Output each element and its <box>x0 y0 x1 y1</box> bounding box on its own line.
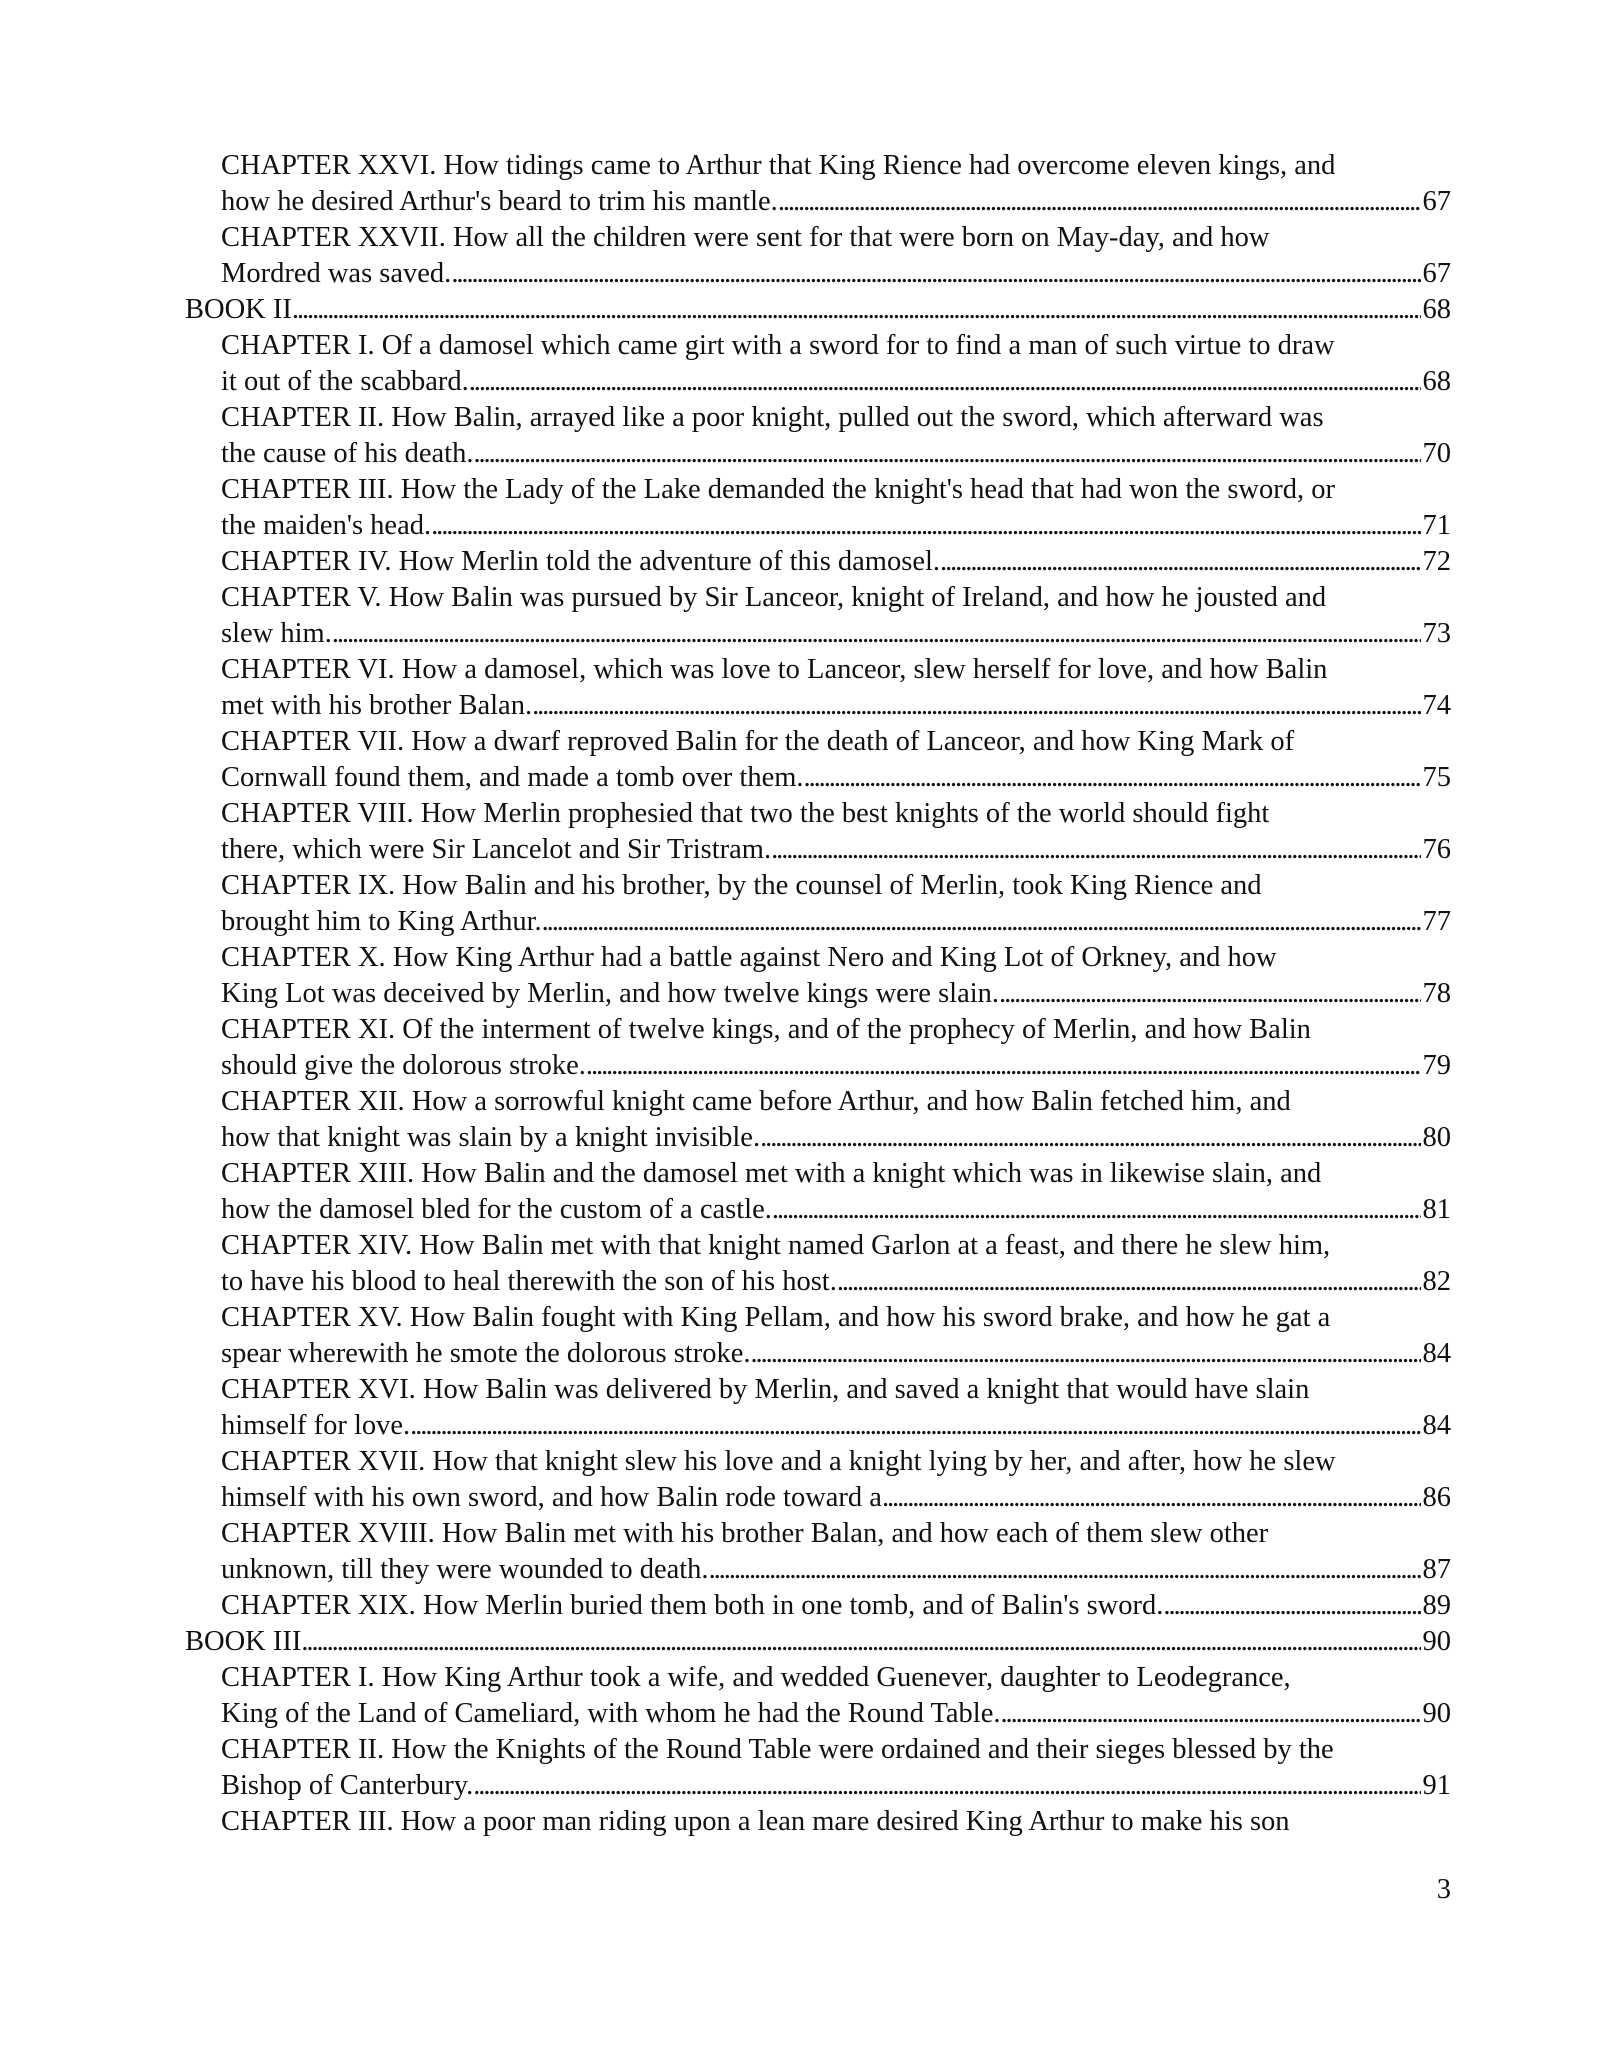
toc-entry-title-end: should give the dolorous stroke. <box>221 1050 586 1081</box>
toc-entry-title-end: how the damosel bled for the custom of a castle. <box>221 1194 772 1225</box>
dot-leader <box>469 364 1421 400</box>
toc-entry-leader-line <box>221 1264 1451 1300</box>
toc-entry-leader-line <box>221 760 1451 796</box>
toc-entry-leader-line <box>221 1120 1451 1156</box>
toc-entry-leader-line <box>221 1696 1451 1732</box>
toc-page-number: 71 <box>1422 510 1451 541</box>
toc-page-number: 90 <box>1422 1698 1451 1729</box>
toc-chapter-entry <box>185 1084 1451 1156</box>
toc-chapter-entry <box>185 1012 1451 1084</box>
toc-entry-title: CHAPTER XI. Of the interment of twelve kings, and of the prophecy of Merlin, and how Balin <box>221 1014 1311 1045</box>
toc-entry-title-end: the maiden's head. <box>221 510 432 541</box>
toc-entry-title: CHAPTER XIII. How Balin and the damosel met with a knight which was in likewise slain, and <box>221 1158 1322 1189</box>
toc-page-number: 91 <box>1422 1770 1451 1801</box>
toc-entry-leader-line <box>221 364 1451 400</box>
toc-entry-title: CHAPTER II. How Balin, arrayed like a poor knight, pulled out the sword, which afterward was <box>221 402 1324 433</box>
toc-page-number: 78 <box>1422 978 1451 1009</box>
toc-page-number: 68 <box>1422 294 1451 325</box>
toc-chapter-entry <box>185 1228 1451 1300</box>
toc-entry-title-end: the cause of his death. <box>221 438 474 469</box>
toc-page-number: 77 <box>1422 906 1451 937</box>
toc-chapter-entry <box>185 1516 1451 1588</box>
toc-page-number: 68 <box>1422 366 1451 397</box>
toc-chapter-entry <box>185 1156 1451 1228</box>
toc-entry-title-end: BOOK III <box>185 1626 302 1657</box>
toc-entry-leader-line <box>221 1768 1451 1804</box>
toc-page-number: 90 <box>1422 1626 1451 1657</box>
toc-entry-leader-line <box>221 688 1451 724</box>
toc-chapter-entry <box>185 1804 1451 1840</box>
dot-leader <box>760 1120 1420 1156</box>
toc-chapter-entry <box>185 472 1451 544</box>
toc-page-number: 84 <box>1422 1338 1451 1369</box>
toc-chapter-entry <box>185 652 1451 724</box>
dot-leader <box>999 976 1420 1012</box>
toc-page-number: 73 <box>1422 618 1451 649</box>
toc-entry-title: CHAPTER XXVII. How all the children were sent for that were born on May-day, and how <box>221 222 1270 253</box>
toc-page-number: 70 <box>1422 438 1451 469</box>
dot-leader <box>837 1264 1421 1300</box>
dot-leader <box>410 1408 1420 1444</box>
toc-entry-title-end: Cornwall found them, and made a tomb over them. <box>221 762 804 793</box>
toc-book-entry <box>185 1624 1451 1660</box>
toc-page-number: 87 <box>1422 1554 1451 1585</box>
toc-entry-leader-line <box>221 1048 1451 1084</box>
toc-page-number: 79 <box>1422 1050 1451 1081</box>
toc-entry-title-end: BOOK II <box>185 294 292 325</box>
dot-leader <box>532 688 1420 724</box>
toc-entry-title-end: Mordred was saved. <box>221 258 452 289</box>
toc-entry-title-end: King of the Land of Cameliard, with whom he had the Round Table. <box>221 1698 1001 1729</box>
toc-entry-leader-line <box>185 1624 1451 1660</box>
toc-entry-title-end: himself with his own sword, and how Balin rode toward a <box>221 1482 882 1513</box>
toc-entry-title-end: it out of the scabbard. <box>221 366 469 397</box>
toc-entry-title: CHAPTER VIII. How Merlin prophesied that two the best knights of the world should fight <box>221 798 1270 829</box>
toc-entry-title: CHAPTER X. How King Arthur had a battle against Nero and King Lot of Orkney, and how <box>221 942 1277 973</box>
dot-leader <box>804 760 1421 796</box>
toc-page-number: 86 <box>1422 1482 1451 1513</box>
toc-entry-title-end: spear wherewith he smote the dolorous stroke. <box>221 1338 751 1369</box>
dot-leader <box>751 1336 1421 1372</box>
toc-entry-title: CHAPTER III. How the Lady of the Lake demanded the knight's head that had won the sword, or <box>221 474 1335 505</box>
dot-leader <box>542 904 1421 940</box>
toc-entry-title: CHAPTER XXVI. How tidings came to Arthur that King Rience had overcome eleven kings, and <box>221 150 1336 181</box>
dot-leader <box>709 1552 1421 1588</box>
toc-entry-title-end: King Lot was deceived by Merlin, and how twelve kings were slain. <box>221 978 1000 1009</box>
toc-entry-title-end: slew him. <box>221 618 332 649</box>
toc-chapter-entry <box>185 1300 1451 1372</box>
toc-page-number: 74 <box>1422 690 1451 721</box>
dot-leader <box>292 292 1421 328</box>
dot-leader <box>1163 1588 1420 1624</box>
toc-entry-leader-line <box>221 508 1451 544</box>
toc-chapter-entry <box>185 1444 1451 1516</box>
dot-leader <box>940 544 1420 580</box>
toc-entry-leader-line <box>221 544 1451 580</box>
toc-entry-title: CHAPTER I. How King Arthur took a wife, and wedded Guenever, daughter to Leodegrance, <box>221 1662 1291 1693</box>
toc-page-number: 75 <box>1422 762 1451 793</box>
toc-entry-leader-line <box>221 1588 1451 1624</box>
toc-page-number: 81 <box>1422 1194 1451 1225</box>
toc-chapter-entry <box>185 544 1451 580</box>
toc-page-number: 67 <box>1422 186 1451 217</box>
toc-entry-leader-line <box>221 616 1451 652</box>
toc-entry-title: CHAPTER IX. How Balin and his brother, by the counsel of Merlin, took King Rience and <box>221 870 1262 901</box>
toc-chapter-entry <box>185 1732 1451 1804</box>
dot-leader <box>332 616 1421 652</box>
toc-page-number: 82 <box>1422 1266 1451 1297</box>
dot-leader <box>473 1768 1420 1804</box>
toc-chapter-entry <box>185 328 1451 400</box>
toc-entry-title: CHAPTER XVII. How that knight slew his love and a knight lying by her, and after, how he slew <box>221 1446 1336 1477</box>
toc-entry-leader-line <box>221 184 1451 220</box>
toc-entry-title: CHAPTER VI. How a damosel, which was love to Lanceor, slew herself for love, and how Balin <box>221 654 1328 685</box>
toc-chapter-entry <box>185 1372 1451 1444</box>
toc-chapter-entry <box>185 868 1451 940</box>
toc-entry-title: CHAPTER XIV. How Balin met with that knight named Garlon at a feast, and there he slew him, <box>221 1230 1331 1261</box>
toc-chapter-entry <box>185 1660 1451 1732</box>
toc-entry-leader-line <box>221 832 1451 868</box>
toc-chapter-entry <box>185 724 1451 796</box>
toc-entry-leader-line <box>221 1192 1451 1228</box>
toc-entry-title: CHAPTER XVI. How Balin was delivered by Merlin, and saved a knight that would have slain <box>221 1374 1310 1405</box>
toc-entry-leader-line <box>221 436 1451 472</box>
toc-entry-title-end: to have his blood to heal therewith the son of his host. <box>221 1266 837 1297</box>
toc-entry-title-end: how that knight was slain by a knight invisible. <box>221 1122 761 1153</box>
toc-chapter-entry <box>185 400 1451 472</box>
dot-leader <box>1000 1696 1420 1732</box>
dot-leader <box>772 1192 1421 1228</box>
toc-entry-leader-line <box>221 1552 1451 1588</box>
toc-entry-leader-line <box>221 1408 1451 1444</box>
toc-page-number: 76 <box>1422 834 1451 865</box>
toc-page-number: 84 <box>1422 1410 1451 1441</box>
toc-chapter-entry <box>185 796 1451 868</box>
toc-entry-leader-line <box>221 976 1451 1012</box>
dot-leader <box>451 256 1420 292</box>
toc-entry-leader-line <box>221 1336 1451 1372</box>
dot-leader <box>771 832 1420 868</box>
toc-entry-title-end: met with his brother Balan. <box>221 690 533 721</box>
dot-leader <box>473 436 1420 472</box>
toc-entry-title-end: there, which were Sir Lancelot and Sir Tristram. <box>221 834 772 865</box>
toc-page-number: 80 <box>1422 1122 1451 1153</box>
toc-entry-leader-line <box>221 904 1451 940</box>
toc-entry-leader-line <box>221 1480 1451 1516</box>
toc-entry-title: CHAPTER II. How the Knights of the Round Table were ordained and their sieges blessed by the <box>221 1734 1334 1765</box>
dot-leader <box>301 1624 1420 1660</box>
toc-book-entry <box>185 292 1451 328</box>
dot-leader <box>586 1048 1421 1084</box>
dot-leader <box>882 1480 1421 1516</box>
dot-leader <box>431 508 1420 544</box>
toc-entry-leader-line <box>221 256 1451 292</box>
toc-entry-title: CHAPTER XVIII. How Balin met with his brother Balan, and how each of them slew other <box>221 1518 1269 1549</box>
toc-entry-title-end: unknown, till they were wounded to death. <box>221 1554 709 1585</box>
toc-entry-title: CHAPTER III. How a poor man riding upon a lean mare desired King Arthur to make his son <box>221 1806 1290 1837</box>
toc-page-number: 72 <box>1422 546 1451 577</box>
toc-chapter-entry <box>185 148 1451 220</box>
toc-chapter-entry <box>185 940 1451 1012</box>
toc-page-number: 67 <box>1422 258 1451 289</box>
toc-entry-title-end: CHAPTER XIX. How Merlin buried them both in one tomb, and of Balin's sword. <box>221 1590 1164 1621</box>
toc-chapter-entry <box>185 1588 1451 1624</box>
toc-entry-title-end: himself for love. <box>221 1410 411 1441</box>
page-number: 3 <box>1436 1874 1451 1905</box>
toc-chapter-entry <box>185 580 1451 652</box>
toc-entry-title: CHAPTER XV. How Balin fought with King Pellam, and how his sword brake, and how he gat a <box>221 1302 1331 1333</box>
toc-entry-title: CHAPTER XII. How a sorrowful knight came before Arthur, and how Balin fetched him, and <box>221 1086 1291 1117</box>
toc-entry-leader-line <box>185 292 1451 328</box>
toc-chapter-entry <box>185 220 1451 292</box>
dot-leader <box>778 184 1421 220</box>
toc-entry-title-end: how he desired Arthur's beard to trim his mantle. <box>221 186 778 217</box>
table-of-contents <box>185 148 1451 1840</box>
toc-entry-title-end: Bishop of Canterbury. <box>221 1770 474 1801</box>
toc-entry-title-end: brought him to King Arthur. <box>221 906 542 937</box>
toc-page-number: 89 <box>1422 1590 1451 1621</box>
toc-entry-title-end: CHAPTER IV. How Merlin told the adventure of this damosel. <box>221 546 941 577</box>
toc-entry-title: CHAPTER VII. How a dwarf reproved Balin for the death of Lanceor, and how King Mark of <box>221 726 1295 757</box>
toc-entry-title: CHAPTER V. How Balin was pursued by Sir Lanceor, knight of Ireland, and how he jousted and <box>221 582 1327 613</box>
toc-entry-title: CHAPTER I. Of a damosel which came girt with a sword for to find a man of such virtue to draw <box>221 330 1335 361</box>
